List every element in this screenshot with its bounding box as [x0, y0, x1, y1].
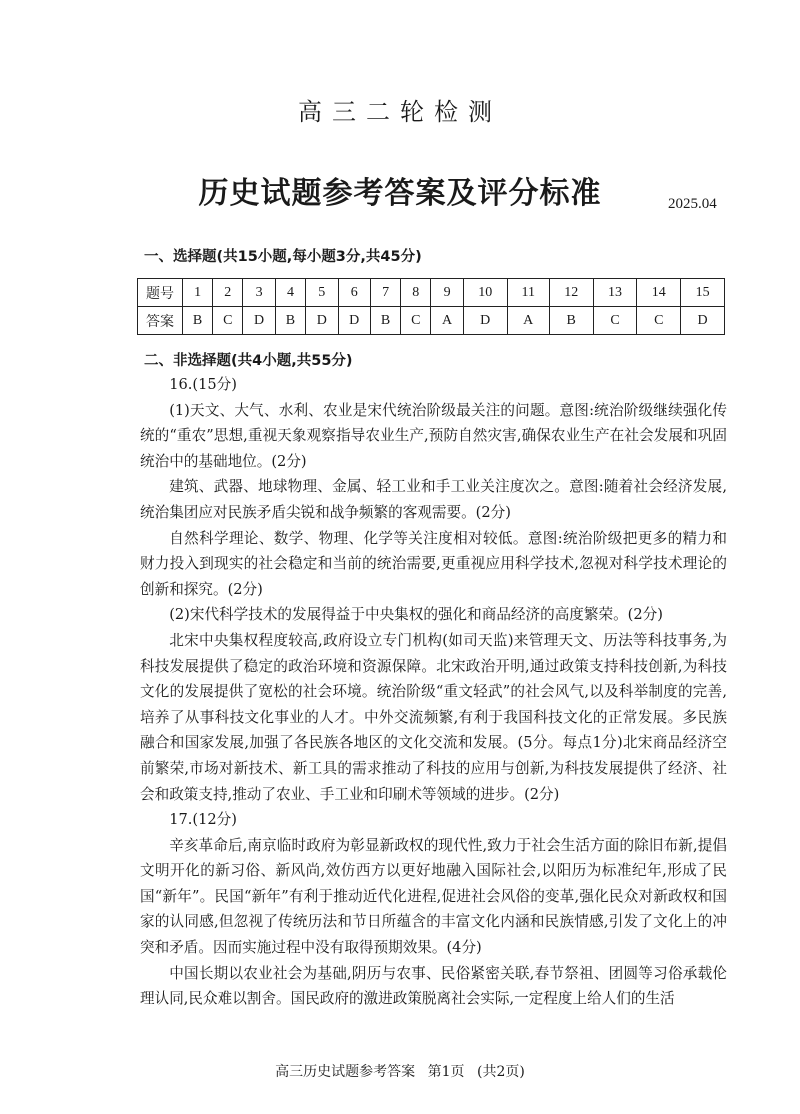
answer-cell: D	[463, 307, 507, 335]
question-number-cell: 3	[243, 279, 275, 307]
answer-cell: B	[549, 307, 593, 335]
section2-heading: 二、非选择题(共4小题,共55分)	[144, 353, 353, 369]
question-number-cell: 5	[306, 279, 338, 307]
page-footer	[0, 1061, 800, 1081]
answer-cell: A	[507, 307, 549, 335]
answer-cell: A	[431, 307, 463, 335]
footer-page-number: 第1页	[427, 1064, 465, 1080]
answer-cell: C	[213, 307, 243, 335]
answer-paragraph: (1)天文、大气、水利、农业是宋代统治阶级最关注的问题。意图:统治阶级继续强化传统的“重农”思想,重视天象观察指导农业生产,预防自然灾害,确保农业生产在社会发展和巩固统治中的基础地位。(2分)	[140, 401, 727, 470]
answer-row	[138, 307, 725, 335]
question-number-cell: 9	[431, 279, 463, 307]
question-number-cell: 11	[507, 279, 549, 307]
exam-date: 2025.04	[668, 196, 717, 212]
answer-paragraph: 17.(12分)	[169, 811, 237, 829]
section1-heading: 一、选择题(共15小题,每小题3分,共45分)	[144, 249, 422, 265]
answer-cell: C	[593, 307, 637, 335]
question-number-cell: 2	[213, 279, 243, 307]
question-number-cell: 4	[275, 279, 305, 307]
answer-cell: B	[370, 307, 400, 335]
answer-body	[140, 372, 727, 1012]
question-number-cell: 15	[681, 279, 725, 307]
row-label-number: 题号	[138, 279, 183, 307]
question-number-cell: 13	[593, 279, 637, 307]
answer-paragraph: 16.(15分)	[169, 376, 237, 393]
answer-cell: B	[275, 307, 305, 335]
answer-paragraph: 建筑、武器、地球物理、金属、轻工业和手工业关注度次之。意图:随着社会经济发展,统治集团应对民族矛盾尖锐和战争频繁的客观需要。(2分)	[140, 478, 727, 521]
footer-doc-title: 高三历史试题参考答案	[275, 1064, 416, 1080]
answer-paragraph: 北宋中央集权程度较高,政府设立专门机构(如司天监)来管理天文、历法等科技事务,为科技发展提供了稳定的政治环境和资源保障。北宋政治开明,通过政策支持科技创新,为科技文化的发展提供了宽松的社会环境。统治阶级“重文轻武”的社会风气,以及科举制度的完善,培养了从事科技文化事业的人才。中外交流频繁,有利于我国科技文化的正常发展。多民族融合和国家发展,加强了各民族各地区的文化交流和发展。(5分。每点1分)北宋商品经济空前繁荣,市场对新技术、新工具的需求推动了科技的应用与创新,为科技发展提供了经济、社会和政策支持,推动了农业、手工业和印刷术等领域的进步。(2分)	[140, 631, 727, 803]
answer-cell: D	[338, 307, 370, 335]
footer-total-pages: (共2页)	[476, 1064, 525, 1080]
answer-cell: D	[681, 307, 725, 335]
question-number-cell: 8	[401, 279, 431, 307]
answer-cell: B	[183, 307, 213, 335]
row-label-answer: 答案	[138, 307, 183, 335]
question-number-cell: 7	[370, 279, 400, 307]
question-number-cell: 6	[338, 279, 370, 307]
answer-cell: D	[306, 307, 338, 335]
question-number-cell: 10	[463, 279, 507, 307]
exam-subtitle: 高三二轮检测	[298, 98, 502, 126]
answer-paragraph: 自然科学理论、数学、物理、化学等关注度相对较低。意图:统治阶级把更多的精力和财力投入到现实的社会稳定和当前的统治需要,更重视应用科学技术,忽视对科学技术理论的创新和探究。(2分)	[140, 529, 727, 598]
answer-paragraph: (2)宋代科学技术的发展得益于中央集权的强化和商品经济的高度繁荣。(2分)	[169, 606, 663, 624]
answer-cell: C	[401, 307, 431, 335]
question-number-row	[138, 279, 725, 307]
answer-paragraph: 中国长期以农业社会为基础,阴历与农事、民俗紧密关联,春节祭祖、团圆等习俗承载伦理认同,民众难以割舍。国民政府的激进政策脱离社会实际,一定程度上给人们的生活	[140, 964, 727, 1008]
question-number-cell: 14	[637, 279, 681, 307]
answer-paragraph: 辛亥革命后,南京临时政府为彰显新政权的现代性,致力于社会生活方面的除旧布新,提倡文明开化的新习俗、新风尚,效仿西方以更好地融入国际社会,以阳历为标准纪年,形成了民国“新年”。民国“新年”有利于推动近代化进程,促进社会风俗的变革,强化民众对新政权和国家的认同感,但忽视了传统历法和节日所蕴含的丰富文化内涵和民族情感,引发了文化上的冲突和矛盾。因而实施过程中没有取得预期效果。(4分)	[140, 836, 727, 957]
question-number-cell: 12	[549, 279, 593, 307]
answer-cell: C	[637, 307, 681, 335]
answer-table	[137, 278, 725, 335]
page-title: 历史试题参考答案及评分标准	[198, 176, 602, 211]
answer-cell: D	[243, 307, 275, 335]
question-number-cell: 1	[183, 279, 213, 307]
